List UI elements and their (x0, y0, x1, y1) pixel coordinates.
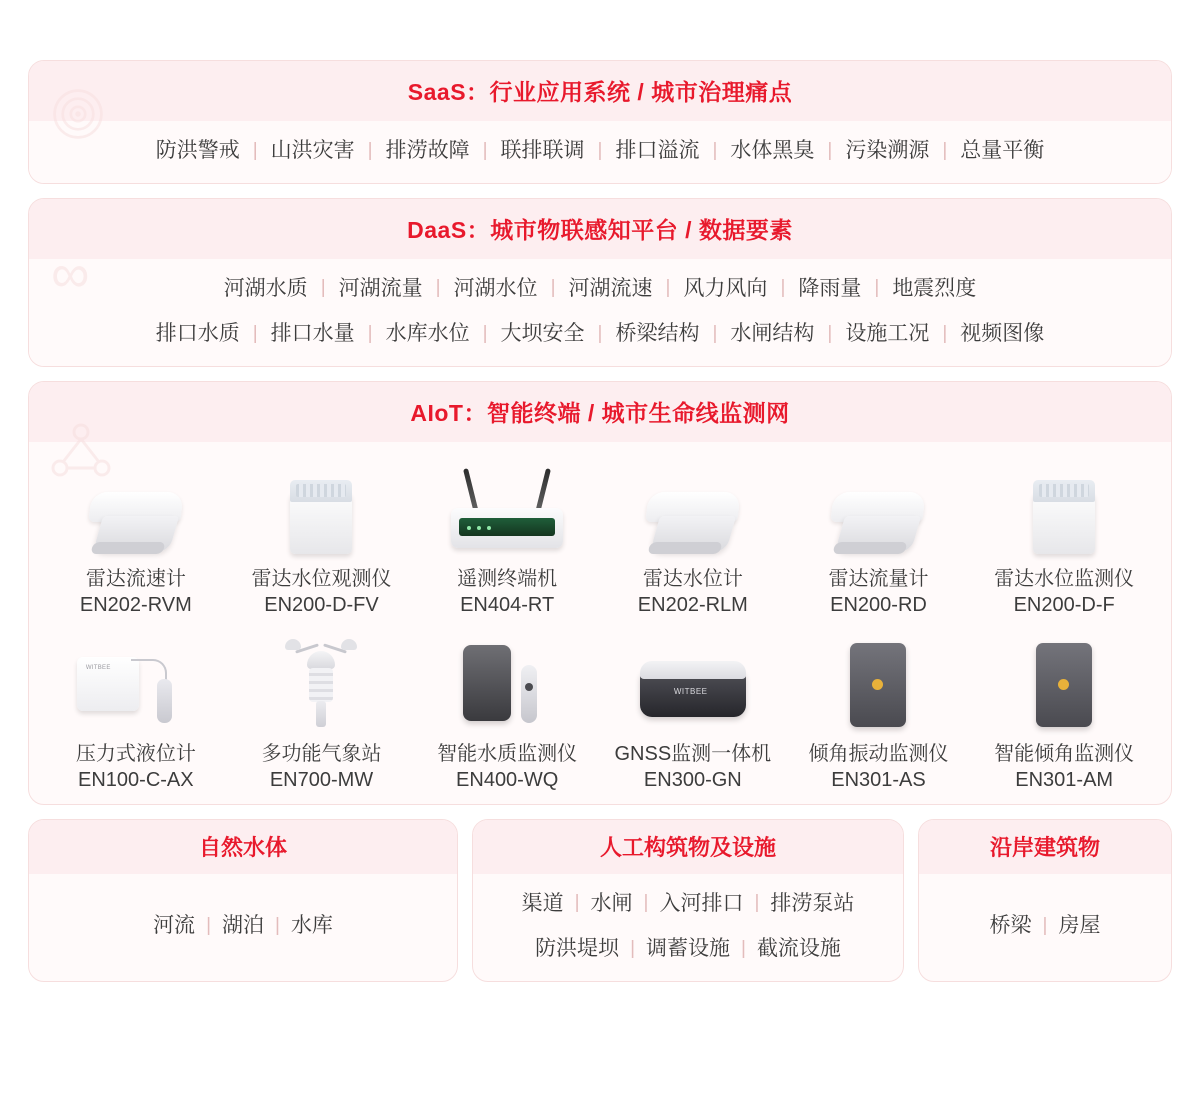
chip-divider: | (435, 277, 441, 298)
daas-item: 排口水质 (155, 322, 240, 345)
chip-divider: | (275, 914, 280, 936)
saas-item: 防洪警戒 (155, 139, 240, 162)
device-card[interactable] (414, 623, 600, 792)
natural-water-row-1 (37, 910, 449, 942)
chip-divider: | (206, 914, 211, 936)
saas-item: 水体黑臭 (730, 139, 815, 162)
device-card[interactable] (414, 448, 600, 617)
weather-station-icon (231, 623, 413, 731)
artificial-structures-row-2 (481, 933, 895, 965)
coastal-buildings-row-1 (927, 910, 1163, 942)
device-model: EN100-C-AX (78, 768, 194, 791)
device-card[interactable] (971, 623, 1157, 792)
chip-divider: | (827, 139, 833, 161)
artificial-structures-row-1 (481, 888, 895, 920)
aiot-title-prefix: AIoT： (410, 399, 487, 426)
saas-header (29, 61, 1171, 121)
chip-divider: | (597, 139, 603, 161)
device-model: EN202-RVM (79, 593, 192, 616)
chip-divider: | (367, 139, 373, 161)
saas-item: 污染溯源 (845, 139, 930, 162)
tilt-sensor-icon (973, 623, 1155, 731)
chip-divider: | (827, 322, 833, 344)
coastal-buildings-title: 沿岸建筑物 (989, 834, 1100, 860)
artificial-structures-item: 截流设施 (756, 937, 841, 960)
daas-item: 河湖水位 (453, 276, 538, 300)
chip-divider: | (741, 937, 746, 959)
saas-item: 总量平衡 (960, 139, 1045, 162)
saas-item: 联排联调 (500, 139, 585, 162)
chip-divider: | (942, 322, 948, 344)
saas-panel (28, 60, 1172, 184)
saas-body (29, 121, 1171, 183)
daas-item: 降雨量 (798, 276, 862, 300)
chip-divider: | (482, 322, 488, 344)
device-card[interactable] (43, 623, 229, 792)
pressure-gauge-icon: WITBEE (45, 623, 227, 731)
infinity-watermark-icon: ∞ (51, 243, 90, 304)
artificial-structures-title: 人工构筑物及设施 (599, 834, 776, 860)
daas-item: 河湖流速 (568, 276, 653, 300)
device-name: 倾角振动监测仪 (808, 742, 949, 765)
natural-water-item: 水库 (290, 914, 333, 938)
chip-divider: | (482, 139, 488, 161)
artificial-structures-item: 排涝泵站 (770, 891, 855, 915)
device-name: 压力式液位计 (75, 742, 196, 765)
chip-divider: | (942, 139, 948, 161)
daas-header (29, 199, 1171, 259)
chip-divider: | (643, 892, 649, 913)
chip-divider: | (597, 322, 603, 344)
daas-body (29, 259, 1171, 366)
coastal-buildings-item: 桥梁 (989, 914, 1032, 938)
radar-wedge-icon (45, 448, 227, 556)
daas-title-prefix: DaaS： (407, 216, 491, 243)
coastal-buildings-panel (918, 819, 1172, 982)
device-name: 智能倾角监测仪 (994, 742, 1135, 765)
device-card[interactable] (786, 448, 972, 617)
device-name: 雷达水位计 (642, 567, 743, 590)
chip-divider: | (367, 322, 373, 344)
daas-item: 河湖流量 (338, 276, 423, 300)
chip-divider: | (780, 277, 786, 298)
object-categories-row (28, 819, 1172, 982)
daas-item: 风力风向 (683, 276, 768, 300)
chip-divider: | (754, 892, 760, 913)
natural-water-body (29, 874, 457, 981)
device-model: EN404-RT (460, 593, 555, 616)
aiot-title-main: 智能终端 / 城市生命线监测网 (486, 399, 790, 426)
coastal-buildings-header (919, 820, 1171, 874)
daas-item: 视频图像 (960, 322, 1045, 345)
chip-divider: | (550, 277, 556, 298)
natural-water-title: 自然水体 (198, 834, 287, 860)
device-name: GNSS监测一体机 (614, 742, 772, 765)
chip-divider: | (1042, 914, 1048, 936)
artificial-structures-item: 水闸 (590, 891, 633, 915)
device-model: EN200-D-FV (264, 593, 379, 616)
daas-item: 排口水量 (270, 322, 355, 345)
natural-water-header (29, 820, 457, 874)
artificial-structures-panel (472, 819, 904, 982)
saas-title-prefix: SaaS： (407, 79, 490, 105)
gnss-unit-icon: WITBEE (602, 623, 784, 731)
saas-item: 排涝故障 (385, 139, 470, 162)
device-card[interactable] (971, 448, 1157, 617)
daas-panel (28, 198, 1172, 367)
device-model: EN301-AM (1015, 768, 1114, 791)
device-card[interactable] (786, 623, 972, 792)
chip-divider: | (630, 937, 635, 959)
artificial-structures-item: 调蓄设施 (646, 937, 730, 960)
radar-wedge-icon (602, 448, 784, 556)
device-card[interactable] (43, 448, 229, 617)
device-name: 雷达水位观测仪 (251, 567, 392, 590)
saas-item: 排口溢流 (615, 139, 700, 162)
artificial-structures-item: 渠道 (521, 891, 564, 915)
aiot-header (29, 382, 1171, 442)
chip-divider: | (320, 277, 326, 298)
saas-item-row (39, 135, 1161, 167)
aiot-panel (28, 381, 1172, 805)
device-card[interactable] (600, 623, 786, 792)
chip-divider: | (712, 322, 718, 344)
natural-water-panel (28, 819, 458, 982)
coastal-buildings-item: 房屋 (1058, 914, 1101, 938)
daas-item: 设施工况 (845, 322, 930, 345)
saas-item: 山洪灾害 (270, 139, 355, 162)
daas-item: 地震烈度 (892, 276, 977, 300)
radar-wedge-icon (788, 448, 970, 556)
daas-item-row-2 (39, 318, 1161, 350)
chip-divider: | (712, 139, 718, 161)
device-model: EN400-WQ (456, 768, 559, 791)
daas-title-main: 城市物联感知平台 / 数据要素 (490, 216, 793, 243)
device-name: 雷达流速计 (85, 567, 186, 590)
daas-item: 水库水位 (385, 322, 470, 345)
natural-water-item: 湖泊 (222, 914, 264, 938)
daas-item: 桥梁结构 (615, 322, 700, 345)
chip-divider: | (874, 277, 880, 298)
coastal-buildings-body (919, 874, 1171, 981)
daas-item: 大坝安全 (500, 322, 585, 345)
device-name: 遥测终端机 (457, 567, 558, 590)
device-name: 雷达流量计 (828, 567, 929, 590)
daas-item: 河湖水质 (223, 276, 308, 300)
chip-divider: | (574, 892, 580, 913)
device-model: EN202-RLM (637, 593, 748, 616)
device-model: EN700-MW (269, 768, 374, 791)
device-model: EN301-AS (831, 768, 926, 791)
device-card[interactable] (600, 448, 786, 617)
chip-divider: | (252, 322, 258, 344)
daas-item-row-1 (39, 273, 1161, 305)
device-model: EN200-D-F (1013, 593, 1115, 616)
aiot-device-grid (29, 442, 1171, 804)
device-name: 多功能气象站 (261, 742, 382, 765)
natural-water-item: 河流 (153, 914, 196, 938)
saas-title-main: 行业应用系统 / 城市治理痛点 (489, 79, 793, 105)
router-icon (416, 448, 598, 556)
device-model: EN300-GN (643, 768, 742, 791)
artificial-structures-item: 入河排口 (659, 891, 744, 915)
artificial-structures-item: 防洪堤坝 (535, 937, 620, 960)
cube-device-icon (231, 448, 413, 556)
daas-item: 水闸结构 (730, 322, 815, 345)
chip-divider: | (665, 277, 671, 298)
tilt-sensor-icon (788, 623, 970, 731)
artificial-structures-header (473, 820, 903, 874)
device-card[interactable] (229, 623, 415, 792)
device-card[interactable] (229, 448, 415, 617)
water-quality-icon (416, 623, 598, 731)
device-name: 智能水质监测仪 (437, 742, 578, 765)
device-name: 雷达水位监测仪 (994, 567, 1135, 590)
artificial-structures-body (473, 874, 903, 981)
chip-divider: | (252, 139, 258, 161)
cube-device-icon (973, 448, 1155, 556)
device-model: EN200-RD (830, 593, 927, 616)
